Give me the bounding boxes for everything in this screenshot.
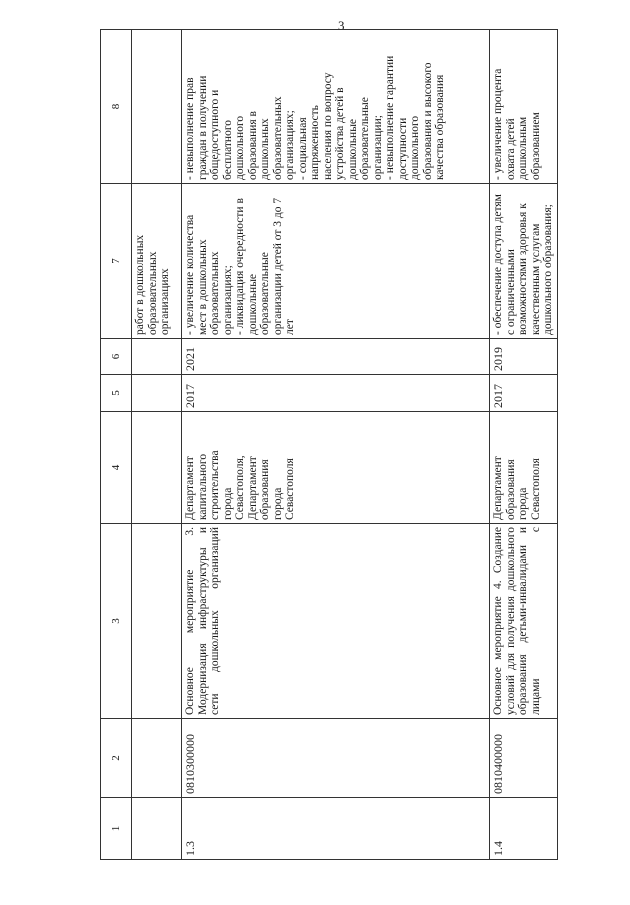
column-number-1: 1: [101, 798, 132, 860]
start-year-cell: 2017: [182, 375, 490, 412]
column-number-3: 3: [101, 524, 132, 719]
program-measures-table: [100, 29, 558, 860]
page-number: 3: [338, 18, 345, 33]
start-year-cell: [132, 375, 182, 412]
executor-cell: Департамент образования города Севастополя: [490, 412, 558, 524]
column-number-7: 7: [101, 184, 132, 339]
row-number-cell: [132, 798, 182, 860]
row-number-cell: 1.4: [490, 798, 558, 860]
consequences-cell: - увеличение процента охвата детей дошкольным образованием: [490, 30, 558, 184]
column-number-2: 2: [101, 719, 132, 798]
consequences-cell: - невыполнение прав граждан в получении общедоступного и бесплатного дошкольного образования в дошкольных образовательных организациях; - социальная напряженность населения по вопросу устройства детей в дошкольные образовательные организации; - невыполнение гарантии доступности дошкольного образования и высокого качества образования: [182, 30, 490, 184]
code-cell: [132, 719, 182, 798]
executor-cell: [132, 412, 182, 524]
column-number-row: [101, 30, 132, 860]
expected-result-cell: - обеспечение доступа детям с ограниченными возможностями здоровья к качественным услугам дошкольного образования;: [490, 184, 558, 339]
end-year-cell: 2021: [182, 339, 490, 375]
end-year-cell: [132, 339, 182, 375]
table-row: [132, 30, 182, 860]
start-year-cell: 2017: [490, 375, 558, 412]
expected-result-cell: работ в дошкольных образовательных организациях: [132, 184, 182, 339]
measure-name-cell: Основное мероприятие 3. Модернизация инфраструктуры и сети дошкольных организаций: [182, 524, 490, 719]
column-number-6: 6: [101, 339, 132, 375]
measure-name-cell: Основное мероприятие 4. Создание условий для получения дошкольного образования детьми-инвалидами и лицами с: [490, 524, 558, 719]
column-number-8: 8: [101, 30, 132, 184]
column-number-4: 4: [101, 412, 132, 524]
code-cell: 0810300000: [182, 719, 490, 798]
measure-name-cell: [132, 524, 182, 719]
table-row: [490, 30, 558, 860]
table-row: [182, 30, 490, 860]
rotated-table-container: [100, 30, 554, 860]
row-number-cell: 1.3: [182, 798, 490, 860]
end-year-cell: 2019: [490, 339, 558, 375]
column-number-5: 5: [101, 375, 132, 412]
consequences-cell: [132, 30, 182, 184]
expected-result-cell: - увеличение количества мест в дошкольных образовательных организациях; - ликвидация очередности в дошкольные образовательные организации детей от 3 до 7 лет: [182, 184, 490, 339]
code-cell: 0810400000: [490, 719, 558, 798]
executor-cell: Департамент капитального строительства города Севастополя, Департамент образования города Севастополя: [182, 412, 490, 524]
